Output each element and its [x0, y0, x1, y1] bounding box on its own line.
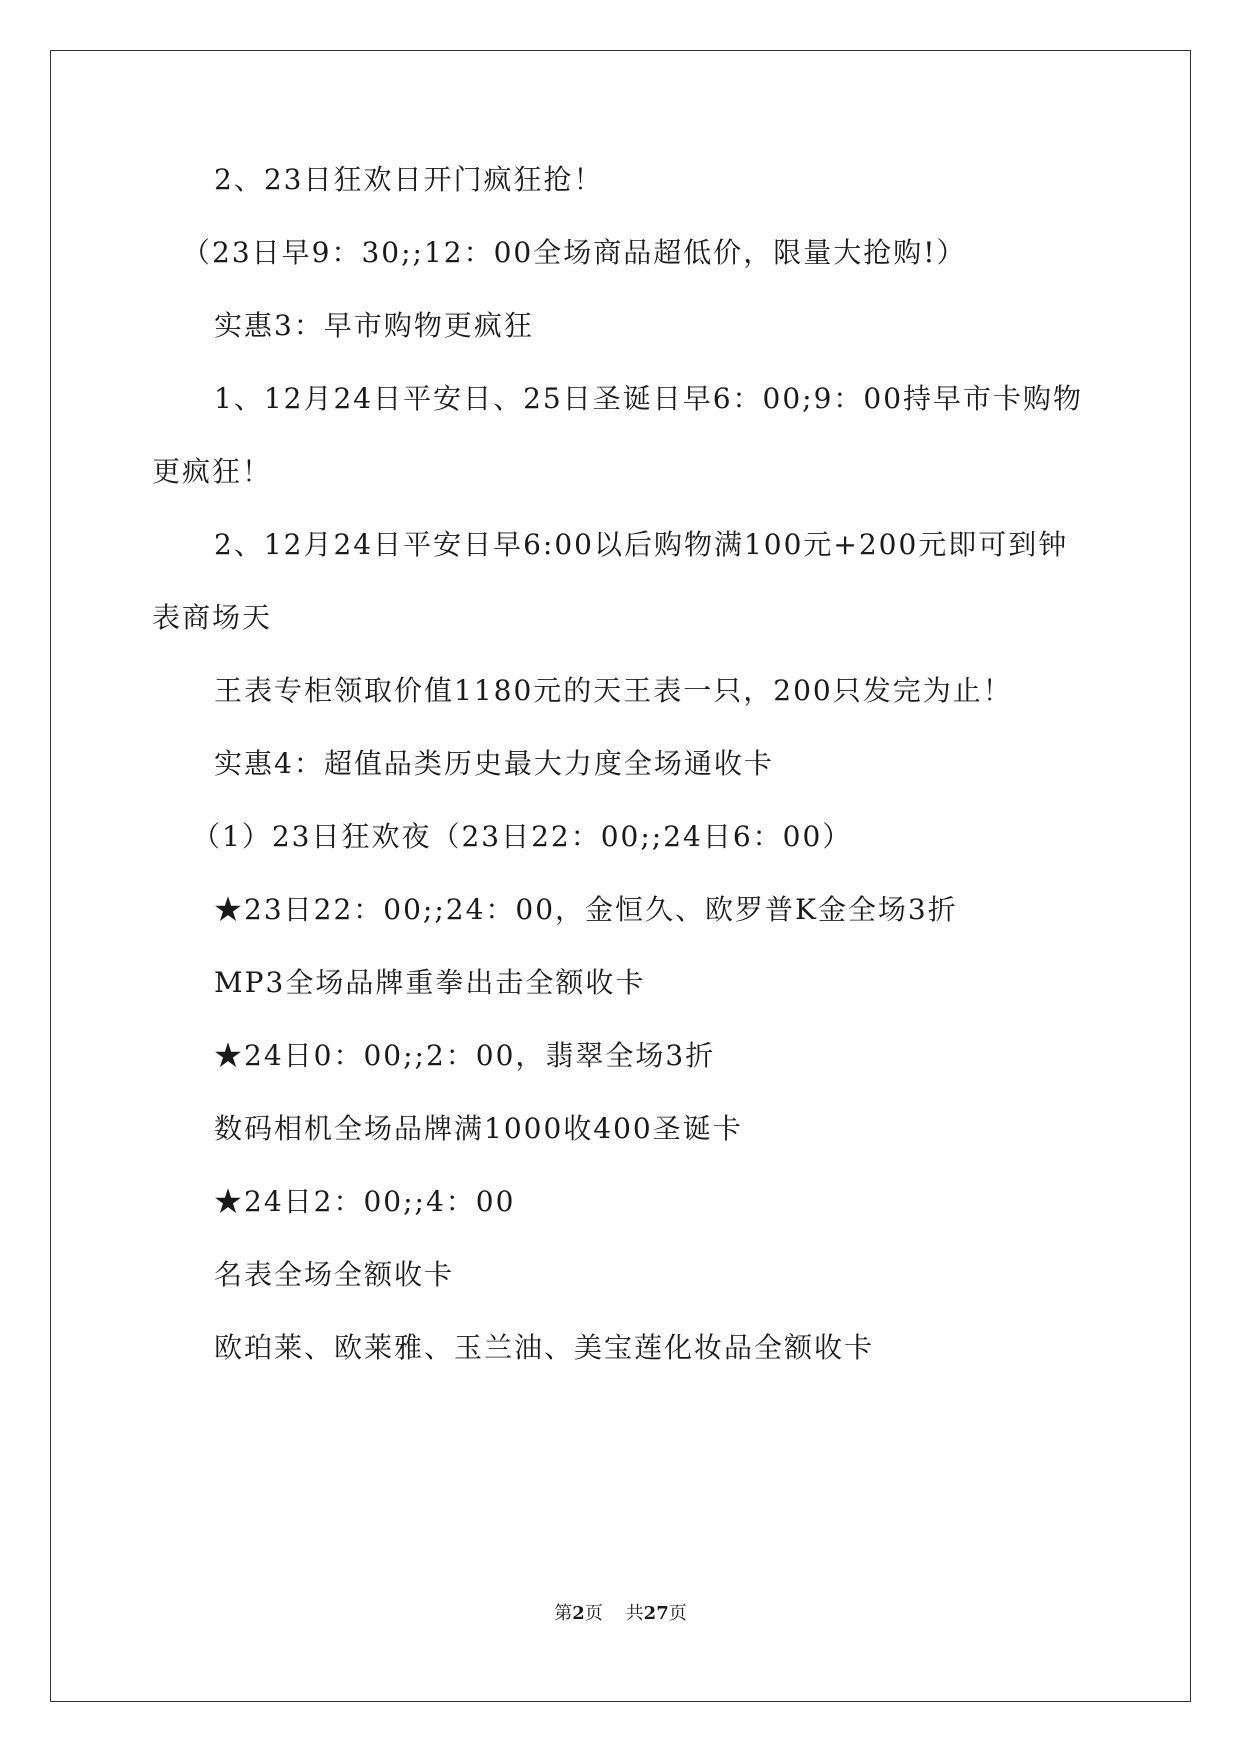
- paragraph-line: 表商场天: [152, 601, 273, 634]
- paragraph-line: 2、23日狂欢日开门疯狂抢！: [214, 163, 604, 196]
- paragraph-line: 欧珀莱、欧莱雅、玉兰油、美宝莲化妆品全额收卡: [214, 1331, 875, 1364]
- paragraph-line: ★23日22：00;;24：00，金恒久、欧罗普K金全场3折: [214, 893, 958, 926]
- footer-page-number: 2: [572, 1603, 585, 1624]
- footer-total-pages: 27: [643, 1603, 669, 1624]
- paragraph-line: 2、12月24日平安日早6:00以后购物满100元+200元即可到钟: [214, 528, 1069, 561]
- footer-total-suffix: 页: [668, 1603, 687, 1624]
- paragraph-line: 名表全场全额收卡: [214, 1258, 455, 1291]
- paragraph-line: 王表专柜领取价值1180元的天王表一只，200只发完为止！: [214, 674, 1013, 707]
- paragraph-line: MP3全场品牌重拳出击全额收卡: [214, 966, 646, 999]
- paragraph-line: （1）23日狂欢夜（23日22：00;;24日6：00）: [192, 820, 853, 853]
- paragraph-line: 更疯狂！: [152, 455, 273, 488]
- footer-page-suffix: 页: [584, 1603, 603, 1624]
- paragraph-line: 实惠4：超值品类历史最大力度全场通收卡: [214, 747, 774, 780]
- footer-prefix: 第: [554, 1603, 573, 1624]
- paragraph-line: ★24日0：00;;2：00，翡翠全场3折: [214, 1039, 716, 1072]
- paragraph-line: 实惠3：早市购物更疯狂: [214, 309, 534, 342]
- paragraph-line: 数码相机全场品牌满1000收400圣诞卡: [214, 1112, 743, 1145]
- page-footer: [0, 1599, 1241, 1625]
- footer-total-prefix: 共: [625, 1603, 644, 1624]
- page-border: [50, 50, 1191, 1702]
- paragraph-line: 1、12月24日平安日、25日圣诞日早6：00;9：00持早市卡购物: [214, 382, 1084, 415]
- paragraph-line: ★24日2：00;;4：00: [214, 1185, 516, 1218]
- paragraph-line: （23日早9：30;;12：00全场商品超低价，限量大抢购!）: [182, 236, 967, 269]
